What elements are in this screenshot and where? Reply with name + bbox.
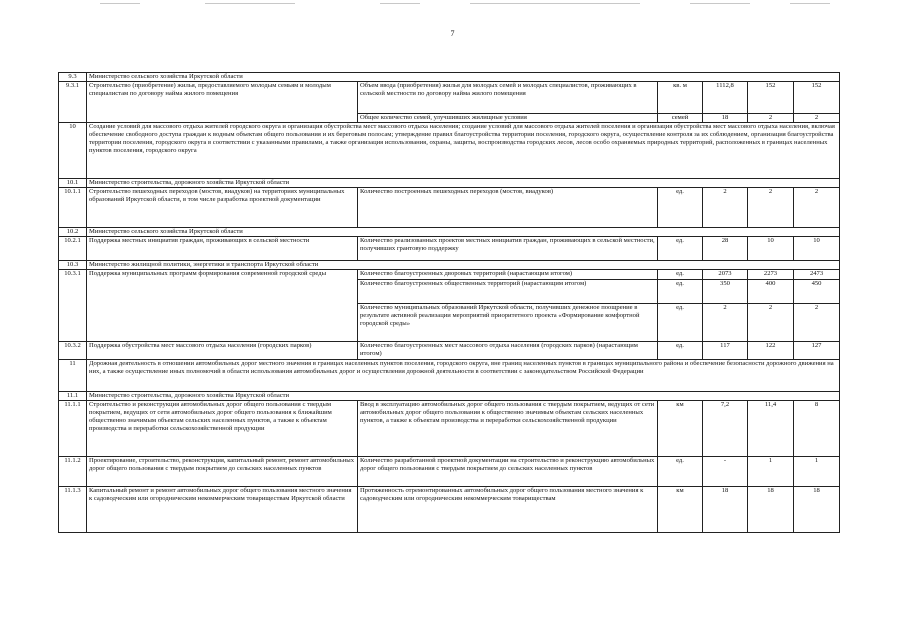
section-title: Министерство жилищной политики, энергетики и транспорта Иркутской области bbox=[87, 261, 840, 270]
value: 1 bbox=[748, 457, 794, 487]
row-number: 11 bbox=[59, 360, 87, 392]
table-row bbox=[59, 342, 840, 360]
scan-artifact-line bbox=[790, 3, 830, 4]
indicators-table bbox=[58, 72, 840, 533]
table-row bbox=[59, 228, 840, 237]
indicator-name: Объем ввода (приобретения) жилья для молодых семей и молодых специалистов, проживающих в сельской местности по договору найма жилого помещения bbox=[358, 82, 658, 114]
table-row bbox=[59, 392, 840, 401]
measure-name: Строительство пешеходных переходов (мостов, виадуков) на территориях муниципальных образований Иркутской области, в том числе разработка проектной документации bbox=[87, 188, 358, 228]
measure-name: Поддержка обустройства мест массового отдыха населения (городских парков) bbox=[87, 342, 358, 360]
unit: ед. bbox=[658, 457, 703, 487]
scan-artifact-line bbox=[205, 3, 295, 4]
unit: км bbox=[658, 487, 703, 533]
row-number: 10.1 bbox=[59, 179, 87, 188]
table-row bbox=[59, 261, 840, 270]
measure-name: Поддержка муниципальных программ формирования современной городской среды bbox=[87, 270, 358, 342]
value: 2273 bbox=[748, 270, 794, 280]
indicator-name: Количество построенных пешеходных переходов (мостов, виадуков) bbox=[358, 188, 658, 228]
value: 1112,8 bbox=[703, 82, 748, 114]
unit: ед. bbox=[658, 342, 703, 360]
section-title: Министерство строительства, дорожного хозяйства Иркутской области bbox=[87, 179, 840, 188]
row-number: 10.3.1 bbox=[59, 270, 87, 342]
measure-name: Строительство и реконструкция автомобильных дорог общего пользования с твердым покрытием, ведущих от сети автомобильных дорог общего пользования к ближайшим общественно значимым объектам сельских населенных пунктов, а также к объектам производства и переработки сельскохозяйственной продукции bbox=[87, 401, 358, 457]
table-row bbox=[59, 457, 840, 487]
row-number: 11.1.3 bbox=[59, 487, 87, 533]
table-row bbox=[59, 401, 840, 457]
indicator-name: Количество муниципальных образований Иркутской области, получивших денежное поощрение в результате активной реализации мероприятий приоритетного проекта «Формирование комфортной городской среды» bbox=[358, 304, 658, 342]
row-number: 11.1 bbox=[59, 392, 87, 401]
row-number: 10.2 bbox=[59, 228, 87, 237]
indicator-name: Количество реализованных проектов местных инициатив граждан, проживающих в сельской местности, получивших грантовую поддержку bbox=[358, 237, 658, 261]
table-row bbox=[59, 487, 840, 533]
value: - bbox=[703, 457, 748, 487]
section-title: Дорожная деятельность в отношении автомобильных дорог местного значения в границах населенных пунктов поселения, городского округа, вне границ населенных пунктов в границах муниципального района и обеспечение безопасности дорожного движения на них, а также осуществление иных полномочий в области использования автомобильных дорог и осуществления дорожной деятельности в соответствии с законодательством Российской Федерации bbox=[87, 360, 840, 392]
row-number: 11.1.1 bbox=[59, 401, 87, 457]
scan-artifact-line bbox=[100, 3, 140, 4]
table-row bbox=[59, 123, 840, 179]
indicator-name: Количество благоустроенных мест массового отдыха населения (городских парков) (нарастающим итогом) bbox=[358, 342, 658, 360]
unit: ед. bbox=[658, 304, 703, 342]
value: 400 bbox=[748, 280, 794, 304]
table-row bbox=[59, 270, 840, 280]
indicator-name: Количество благоустроенных дворовых территорий (нарастающим итогом) bbox=[358, 270, 658, 280]
page-number: 7 bbox=[450, 29, 455, 38]
unit: ед. bbox=[658, 188, 703, 228]
value: 2 bbox=[703, 188, 748, 228]
value: 2 bbox=[703, 304, 748, 342]
section-title: Создание условий для массового отдыха жителей городского округа и организация обустройства мест массового отдыха населения; создание условий для массового отдыха жителей поселения и организация обустройства мест массового отдыха населения, включая обеспечение свободного доступа граждан к водным объектам общего пользования и их береговым полосам; утверждение правил благоустройства территории поселения, городского округа, осуществление контроля за их соблюдением, организация благоустройства территории поселения, городского округа в соответствии с указанными правилами, а также организация использования, охраны, защиты, воспроизводства городских лесов, лесов особо охраняемых природных территорий, расположенных в границах населенных пунктов поселения, городского округа bbox=[87, 123, 840, 179]
row-number: 10 bbox=[59, 123, 87, 179]
scan-artifact-line bbox=[690, 3, 750, 4]
value: 1 bbox=[794, 457, 840, 487]
value: 2 bbox=[794, 304, 840, 342]
unit: семей bbox=[658, 114, 703, 123]
row-number: 9.3.1 bbox=[59, 82, 87, 123]
table-row bbox=[59, 237, 840, 261]
row-number: 10.2.1 bbox=[59, 237, 87, 261]
table-row bbox=[59, 179, 840, 188]
value: 18 bbox=[703, 114, 748, 123]
value: 2 bbox=[748, 114, 794, 123]
unit: ед. bbox=[658, 280, 703, 304]
table-row bbox=[59, 82, 840, 114]
value: 10 bbox=[794, 237, 840, 261]
unit: ед. bbox=[658, 270, 703, 280]
value: 152 bbox=[794, 82, 840, 114]
value: 2 bbox=[748, 304, 794, 342]
unit: кв. м bbox=[658, 82, 703, 114]
unit: ед. bbox=[658, 237, 703, 261]
indicator-name: Количество благоустроенных общественных территорий (нарастающим итогом) bbox=[358, 280, 658, 304]
measure-name: Поддержка местных инициатив граждан, проживающих в сельской местности bbox=[87, 237, 358, 261]
indicator-name: Количество разработанной проектной документации на строительство и реконструкцию автомобильных дорог общего пользования с твердым покрытием до сельских населенных пунктов bbox=[358, 457, 658, 487]
value: 28 bbox=[703, 237, 748, 261]
value: 2473 bbox=[794, 270, 840, 280]
value: 2073 bbox=[703, 270, 748, 280]
value: 122 bbox=[748, 342, 794, 360]
row-number: 10.3.2 bbox=[59, 342, 87, 360]
scan-artifact-line bbox=[380, 3, 420, 4]
value: 18 bbox=[748, 487, 794, 533]
value: 450 bbox=[794, 280, 840, 304]
indicator-name: Общее количество семей, улучшивших жилищные условия bbox=[358, 114, 658, 123]
table-row bbox=[59, 360, 840, 392]
value: 18 bbox=[703, 487, 748, 533]
row-number: 10.1.1 bbox=[59, 188, 87, 228]
value: 350 bbox=[703, 280, 748, 304]
value: 10 bbox=[748, 237, 794, 261]
table-row bbox=[59, 73, 840, 82]
table-row bbox=[59, 188, 840, 228]
value: 117 bbox=[703, 342, 748, 360]
row-number: 11.1.2 bbox=[59, 457, 87, 487]
measure-name: Проектирование, строительство, реконструкция, капитальный ремонт, ремонт автомобильных дорог общего пользования с твердым покрытием до сельских населенных пунктов bbox=[87, 457, 358, 487]
section-title: Министерство строительства, дорожного хозяйства Иркутской области bbox=[87, 392, 840, 401]
value: 2 bbox=[748, 188, 794, 228]
section-title: Министерство сельского хозяйства Иркутской области bbox=[87, 73, 840, 82]
value: 7,2 bbox=[703, 401, 748, 457]
measure-name: Капитальный ремонт и ремонт автомобильных дорог общего пользования местного значения к садоводческим или огородническим некоммерческим товариществам Иркутской области bbox=[87, 487, 358, 533]
section-title: Министерство сельского хозяйства Иркутской области bbox=[87, 228, 840, 237]
row-number: 10.3 bbox=[59, 261, 87, 270]
value: 8 bbox=[794, 401, 840, 457]
scan-artifact-line bbox=[470, 3, 640, 4]
row-number: 9.3 bbox=[59, 73, 87, 82]
indicator-name: Ввод в эксплуатацию автомобильных дорог общего пользования с твердым покрытием, ведущих от сети автомобильных дорог общего пользования к общественно значимым объектам сельских населенных пунктов, а также к объектам производства и переработки сельскохозяйственной продукции bbox=[358, 401, 658, 457]
indicator-name: Протяженность отремонтированных автомобильных дорог общего пользования местного значения к садоводческим или огородническим некоммерческим товариществам bbox=[358, 487, 658, 533]
measure-name: Строительство (приобретение) жилья, предоставляемого молодым семьям и молодым специалистам по договору найма жилого помещения bbox=[87, 82, 358, 123]
value: 127 bbox=[794, 342, 840, 360]
value: 18 bbox=[794, 487, 840, 533]
unit: км bbox=[658, 401, 703, 457]
value: 152 bbox=[748, 82, 794, 114]
value: 2 bbox=[794, 188, 840, 228]
value: 11,4 bbox=[748, 401, 794, 457]
value: 2 bbox=[794, 114, 840, 123]
